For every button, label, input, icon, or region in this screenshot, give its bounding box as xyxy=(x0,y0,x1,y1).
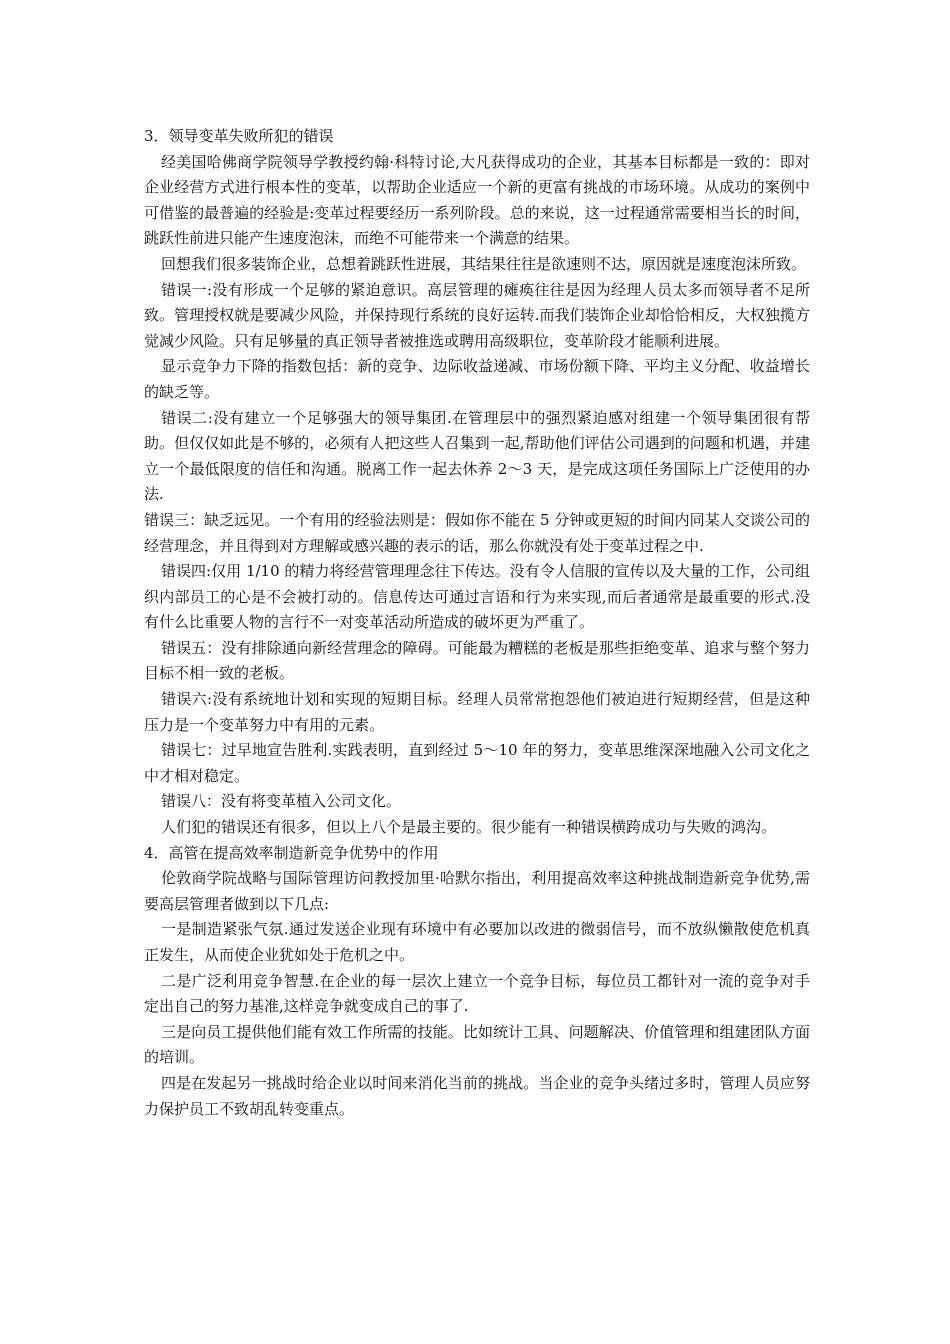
paragraph-hamel-intro: 伦敦商学院战略与国际管理访问教授加里·哈默尔指出，利用提高效率这种挑战制造新竞争优势,需要高层管理者做到以下几点: xyxy=(144,869,810,913)
paragraph-point-4: 四是在发起另一挑战时给企业以时间来消化当前的挑战。当企业的竞争头绪过多时，管理人员应努力保护员工不致胡乱转变重点。 xyxy=(144,1073,810,1118)
paragraph-error-4: 错误四:仅用 1/10 的精力将经营管理理念往下传达。没有令人信服的宣传以及大量的工作，公司组织内部员工的心是不会被打动的。信息传达可通过言语和行为来实现,而后者通常是最重要的形式.没有什么比重要人物的言行不一对变革活动所造成的破坏更为严重了。 xyxy=(144,562,810,632)
paragraph-point-3: 三是向员工提供他们能有效工作所需的技能。比如统计工具、问题解决、价值管理和组建团队方面的培训。 xyxy=(144,1022,810,1067)
paragraph-kotter-intro: 经美国哈佛商学院领导学教授约翰·科特讨论,大凡获得成功的企业，其基本目标都是一致的：即对企业经营方式进行根本性的变革，以帮助企业适应一个新的更富有挑战的市场环境。从成功的案例中可借鉴的最普遍的经验是:变革过程要经历一系列阶段。总的来说，这一过程通常需要相当长的时间，跳跃性前进只能产生速度泡沫，而绝不可能带来一个满意的结果。 xyxy=(144,152,810,248)
section-heading-4: 4．高管在提高效率制造新竞争优势中的作用 xyxy=(144,843,439,862)
section-heading-3: 3．领导变革失败所犯的错误 xyxy=(144,127,334,145)
document-body xyxy=(144,124,810,1122)
paragraph-error-2: 错误二:没有建立一个足够强大的领导集团.在管理层中的强烈紧迫感对组建一个领导集团很有帮助。但仅仅如此是不够的，必须有人把这些人召集到一起,帮助他们评估公司遇到的问题和机遇，并建立一个最低限度的信任和沟通。脱离工作一起去休养 2～3 天，是完成这项任务国际上广泛使用的办法. xyxy=(144,408,810,504)
paragraph-error-6: 错误六:没有系统地计划和实现的短期目标。经理人员常常抱怨他们被迫进行短期经营，但是这种压力是一个变革努力中有用的元素。 xyxy=(144,690,810,734)
paragraph-decoration: 回想我们很多装饰企业，总想着跳跃性进展，其结果往往是欲速则不达，原因就是速度泡沫所致。 xyxy=(161,254,807,273)
paragraph-point-2: 二是广泛利用竞争智慧.在企业的每一层次上建立一个竞争目标，每位员工都针对一流的竞争对手定出自己的努力基准,这样竞争就变成自己的事了. xyxy=(144,971,810,1016)
paragraph-point-1: 一是制造紧张气氛.通过发送企业现有环境中有必要加以改进的微弱信号，而不放纵懒散使危机真正发生，从而使企业犹如处于危机之中。 xyxy=(144,920,810,964)
paragraph-error-1: 错误一:没有形成一个足够的紧迫意识。高层管理的瘫痪往往是因为经理人员太多而领导者不足所致。管理授权就是要减少风险，并保持现行系统的良好运转.而我们装饰企业却恰恰相反，大权独揽方觉减少风险。只有足够量的真正领导者被推选或聘用高级职位，变革阶段才能顺利进展。 xyxy=(144,280,810,350)
paragraph-competition: 显示竞争力下降的指数包括：新的竞争、边际收益递减、市场份额下降、平均主义分配、收益增长的缺乏等。 xyxy=(144,357,810,401)
paragraph-error-5: 错误五：没有排除通向新经营理念的障碍。可能最为糟糕的老板是那些拒绝变革、追求与整个努力目标不相一致的老板。 xyxy=(144,638,810,683)
paragraph-error-8: 错误八：没有将变革植入公司文化。 xyxy=(161,792,402,811)
paragraph-error-7: 错误七：过早地宣告胜利.实践表明，直到经过 5～10 年的努力，变革思维深深地融入公司文化之中才相对稳定。 xyxy=(144,741,810,785)
paragraph-error-3: 错误三：缺乏远见。一个有用的经验法则是：假如你不能在 5 分钟或更短的时间内同某人交谈公司的经营理念，并且得到对方理解或感兴趣的表示的话，那么你就没有处于变革过程之中. xyxy=(144,510,810,555)
paragraph-summary: 人们犯的错误还有很多，但以上八个是最主要的。很少能有一种错误横跨成功与失败的鸿沟。 xyxy=(161,818,777,837)
